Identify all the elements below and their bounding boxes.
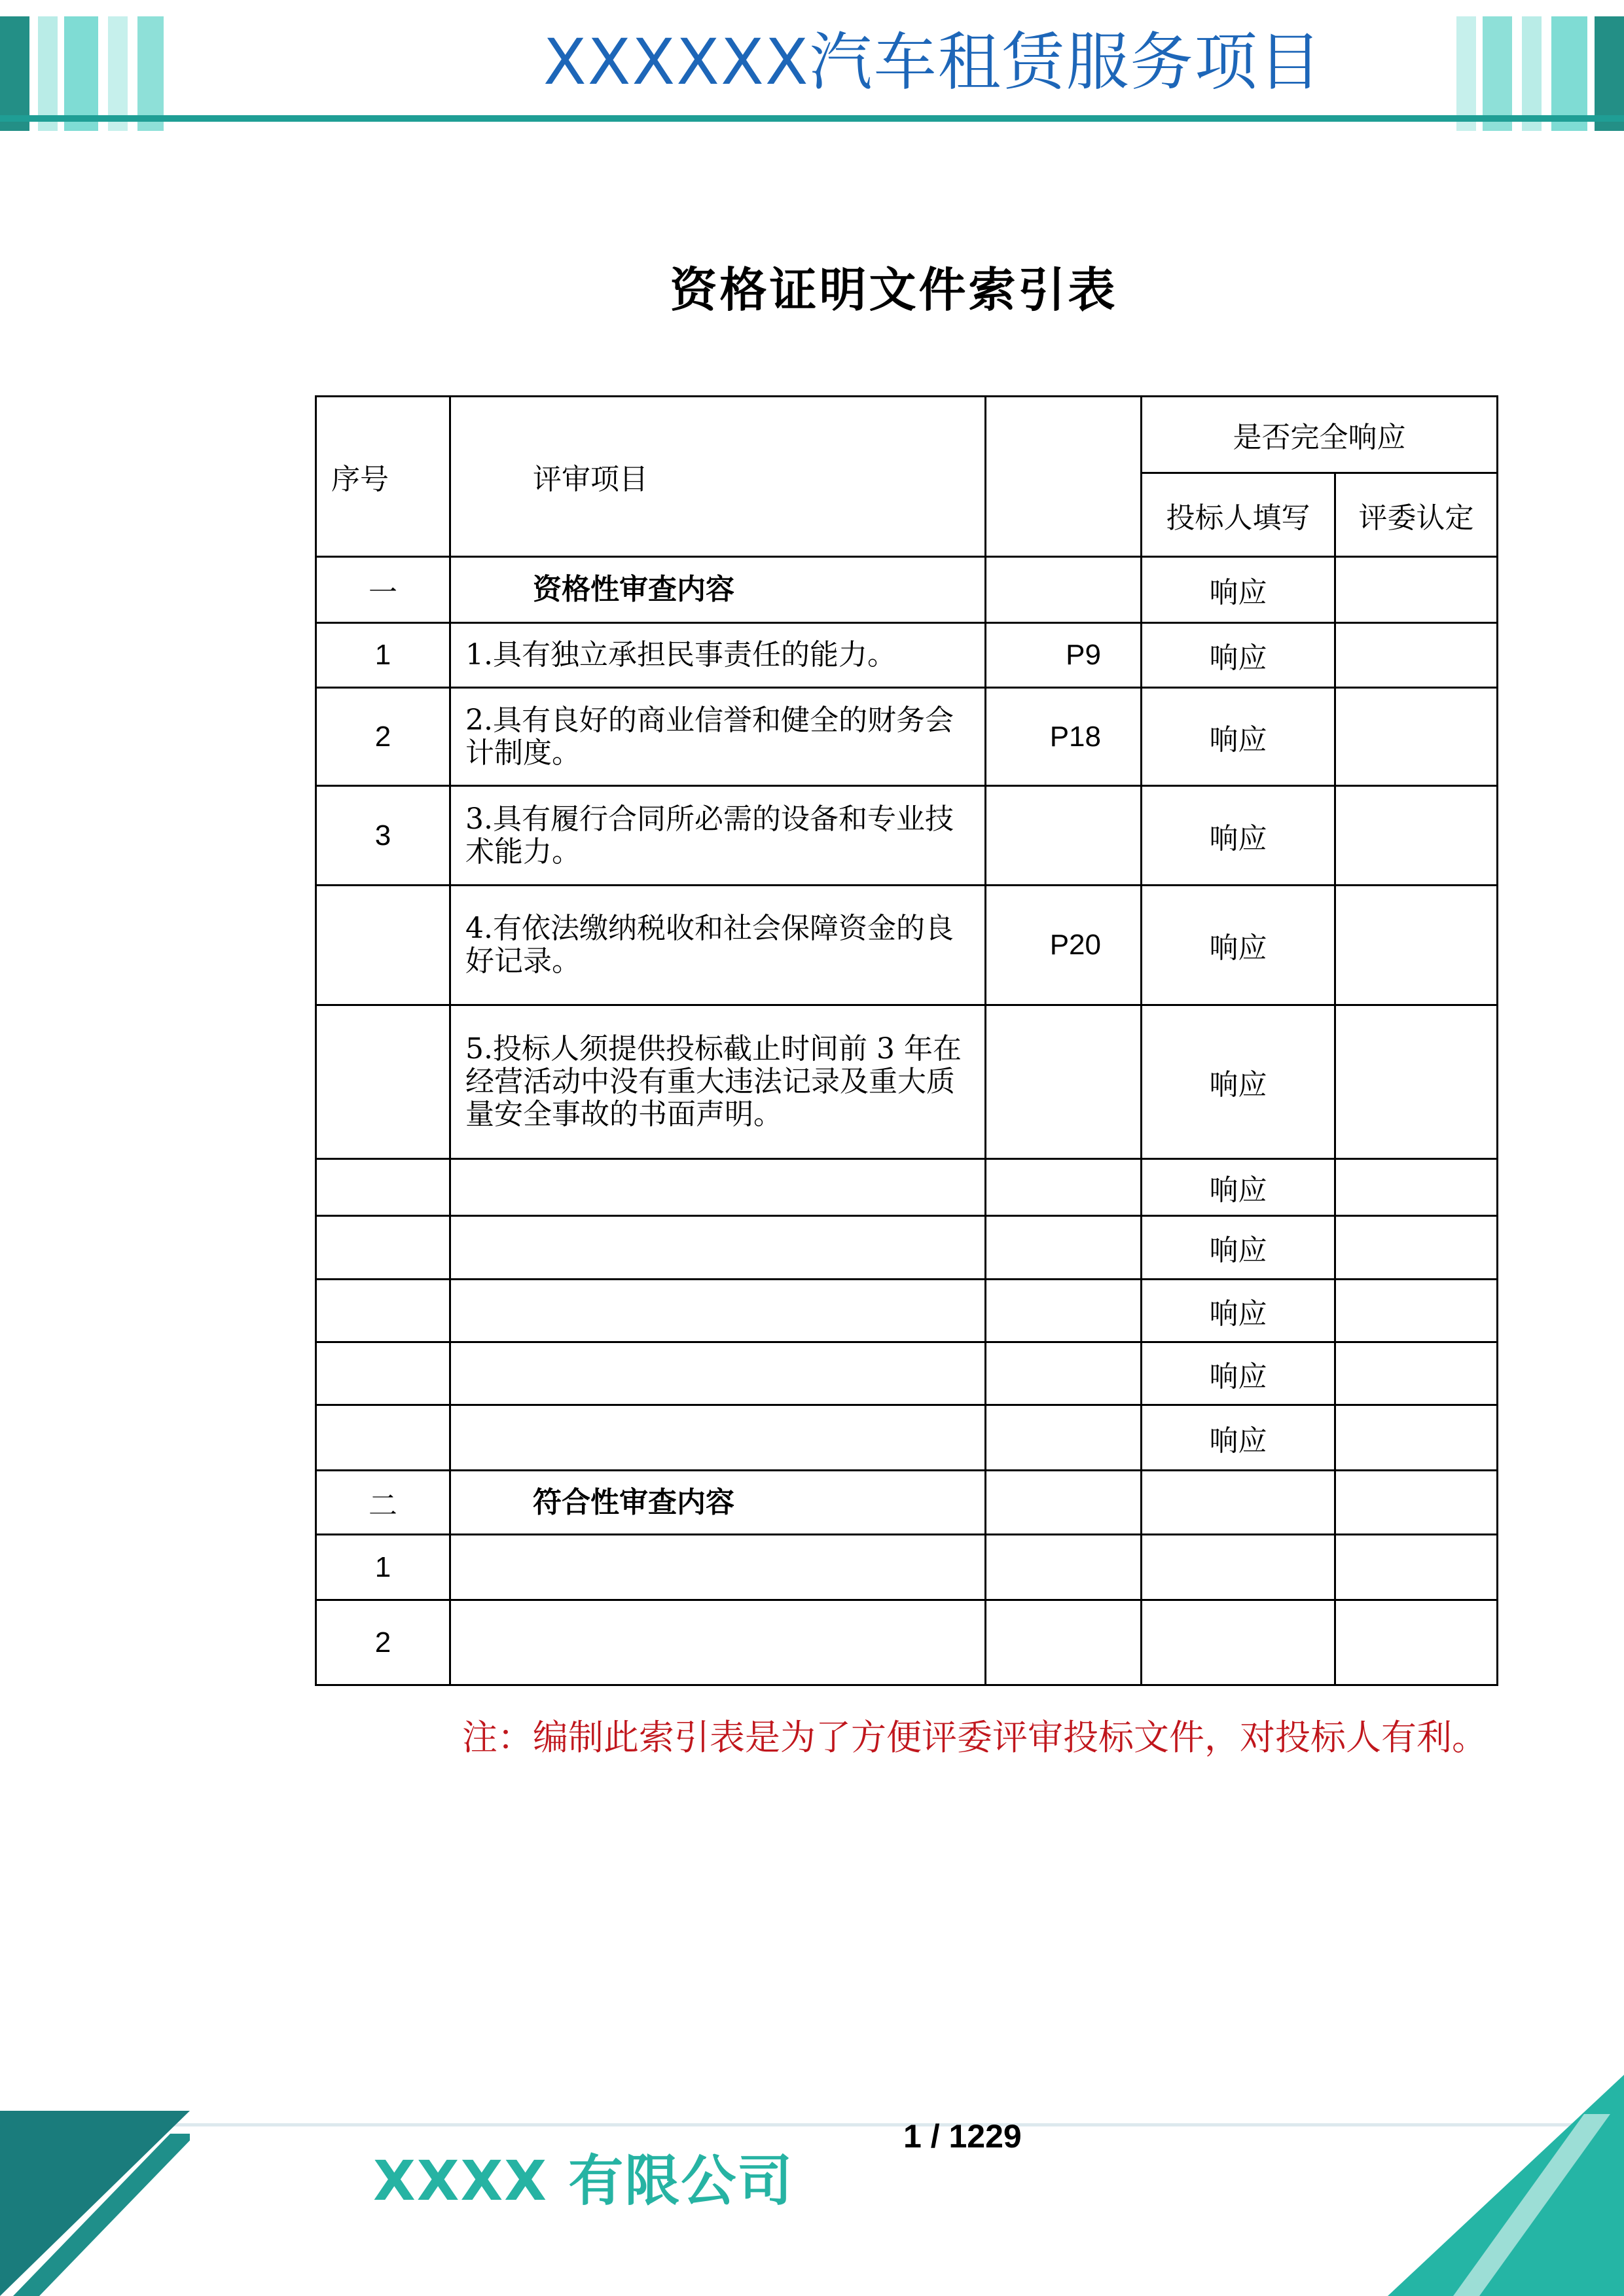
committee-cell <box>1335 688 1498 786</box>
header-col-item: 评审项目 <box>450 397 986 557</box>
committee-cell <box>1335 623 1498 688</box>
row-number-cell: 3 <box>316 786 450 886</box>
committee-cell <box>1335 1159 1498 1216</box>
header-stripe <box>108 16 128 131</box>
qualification-index-table <box>315 395 1498 1686</box>
header-stripe <box>0 16 29 131</box>
review-item-cell: 2.具有良好的商业信誉和健全的财务会计制度。 <box>450 688 986 786</box>
note-text: 注：编制此索引表是为了方便评委评审投标文件，对投标人有利。 <box>462 1717 1487 1758</box>
table-row <box>316 886 1498 1005</box>
row-number-cell <box>316 1405 450 1471</box>
committee-cell <box>1335 1405 1498 1471</box>
table-row <box>316 1535 1498 1600</box>
header-col-response: 是否完全响应 <box>1142 397 1498 473</box>
bidder-response-cell: 响应 <box>1142 557 1335 623</box>
review-item-cell: 3.具有履行合同所必需的设备和专业技术能力。 <box>450 786 986 886</box>
header-col-committee: 评委认定 <box>1335 473 1498 557</box>
bidder-response-cell: 响应 <box>1142 1342 1335 1405</box>
table-header-row <box>316 397 1498 473</box>
review-item-cell <box>450 1405 986 1471</box>
bidder-response-cell <box>1142 1471 1335 1535</box>
table-row <box>316 1342 1498 1405</box>
review-item-cell <box>450 1600 986 1685</box>
table-row <box>316 1405 1498 1471</box>
table-row <box>316 1216 1498 1280</box>
review-item-cell: 资格性审查内容 <box>450 557 986 623</box>
committee-cell <box>1335 886 1498 1005</box>
review-item-cell: 4.有依法缴纳税收和社会保障资金的良好记录。 <box>450 886 986 1005</box>
page-ref-cell: P9 <box>986 623 1142 688</box>
review-item-cell <box>450 1216 986 1280</box>
row-number-cell <box>316 1280 450 1342</box>
committee-cell <box>1335 1005 1498 1159</box>
page-ref-cell <box>986 1471 1142 1535</box>
document-title: 资格证明文件索引表 <box>670 262 1118 317</box>
bidder-response-cell <box>1142 1535 1335 1600</box>
footer-right-decoration <box>1388 2075 1624 2296</box>
header-col-bidder: 投标人填写 <box>1142 473 1335 557</box>
row-number-cell <box>316 1005 450 1159</box>
header-stripe <box>64 16 98 131</box>
row-number-cell: 2 <box>316 688 450 786</box>
review-item-cell: 1.具有独立承担民事责任的能力。 <box>450 623 986 688</box>
page-ref-cell <box>986 1005 1142 1159</box>
committee-cell <box>1335 1280 1498 1342</box>
bidder-response-cell: 响应 <box>1142 1005 1335 1159</box>
page-ref-cell <box>986 1535 1142 1600</box>
table-row <box>316 1005 1498 1159</box>
page-ref-cell <box>986 1342 1142 1405</box>
review-item-cell <box>450 1342 986 1405</box>
bidder-response-cell: 响应 <box>1142 786 1335 886</box>
committee-cell <box>1335 1600 1498 1685</box>
committee-cell <box>1335 1471 1498 1535</box>
page-ref-cell <box>986 786 1142 886</box>
header-rule <box>0 115 1624 122</box>
bidder-response-cell <box>1142 1600 1335 1685</box>
header-stripe <box>1483 16 1512 131</box>
page-ref-cell <box>986 557 1142 623</box>
table-row <box>316 1600 1498 1685</box>
row-number-cell: 2 <box>316 1600 450 1685</box>
bidder-response-cell: 响应 <box>1142 1405 1335 1471</box>
bidder-response-cell: 响应 <box>1142 1216 1335 1280</box>
bidder-response-cell: 响应 <box>1142 1280 1335 1342</box>
row-number-cell <box>316 1342 450 1405</box>
row-number-cell <box>316 1216 450 1280</box>
review-item-cell: 5.投标人须提供投标截止时间前 3 年在经营活动中没有重大违法记录及重大质量安全事故的书面声明。 <box>450 1005 986 1159</box>
page-ref-cell <box>986 1216 1142 1280</box>
header-col-page <box>986 397 1142 557</box>
review-item-cell <box>450 1280 986 1342</box>
page-ref-cell <box>986 1159 1142 1216</box>
company-name: XXXX 有限公司 <box>373 2149 794 2213</box>
committee-cell <box>1335 1216 1498 1280</box>
table-row <box>316 1471 1498 1535</box>
review-item-cell: 符合性审查内容 <box>450 1471 986 1535</box>
page-ref-cell: P18 <box>986 688 1142 786</box>
review-item-cell <box>450 1535 986 1600</box>
page-ref-cell: P20 <box>986 886 1142 1005</box>
table-row <box>316 557 1498 623</box>
committee-cell <box>1335 1342 1498 1405</box>
review-item-cell <box>450 1159 986 1216</box>
committee-cell <box>1335 1535 1498 1600</box>
page-ref-cell <box>986 1405 1142 1471</box>
bidder-response-cell: 响应 <box>1142 886 1335 1005</box>
row-number-cell: 一 <box>316 557 450 623</box>
row-number-cell: 1 <box>316 1535 450 1600</box>
bidder-response-cell: 响应 <box>1142 688 1335 786</box>
table-row <box>316 1159 1498 1216</box>
footer-rule <box>0 2123 1624 2126</box>
table-row <box>316 1280 1498 1342</box>
committee-cell <box>1335 557 1498 623</box>
row-number-cell: 1 <box>316 623 450 688</box>
header-stripe <box>1551 16 1587 131</box>
row-number-cell: 二 <box>316 1471 450 1535</box>
page-ref-cell <box>986 1280 1142 1342</box>
footer-left-decoration <box>0 2111 190 2296</box>
header-col-no: 序号 <box>316 397 450 557</box>
bidder-response-cell: 响应 <box>1142 623 1335 688</box>
page-number: 1 / 1229 <box>903 2118 1022 2155</box>
bidder-response-cell: 响应 <box>1142 1159 1335 1216</box>
header-title: XXXXXX汽车租赁服务项目 <box>543 26 1323 99</box>
committee-cell <box>1335 786 1498 886</box>
page-header <box>0 0 1624 131</box>
table-row <box>316 623 1498 688</box>
table-row <box>316 786 1498 886</box>
table-row <box>316 688 1498 786</box>
row-number-cell <box>316 1159 450 1216</box>
row-number-cell <box>316 886 450 1005</box>
header-stripe <box>1456 16 1476 131</box>
page-ref-cell <box>986 1600 1142 1685</box>
header-stripe <box>1522 16 1542 131</box>
header-stripe <box>137 16 164 131</box>
header-stripe <box>38 16 58 131</box>
header-stripe <box>1595 16 1624 131</box>
